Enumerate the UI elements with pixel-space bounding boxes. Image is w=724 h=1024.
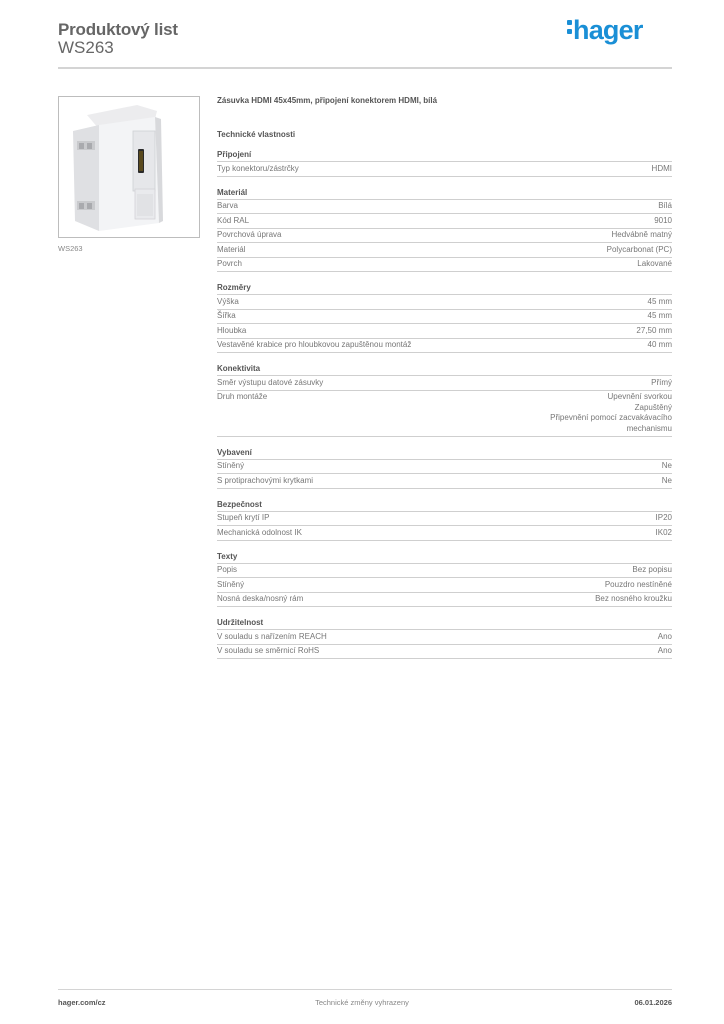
spec-label: Stíněný	[217, 461, 245, 470]
spec-row	[217, 200, 672, 215]
spec-label: Vestavěné krabice pro hloubkovou zapuštěnou montáž	[217, 340, 412, 349]
spec-value	[658, 201, 672, 212]
spec-value	[662, 461, 672, 472]
spec-value	[652, 164, 672, 175]
spec-label: Druh montáže	[217, 392, 268, 401]
spec-value-line: Bez nosného kroužku	[595, 594, 672, 603]
spec-row	[217, 162, 672, 177]
spec-value	[550, 392, 672, 434]
spec-value-line: IK02	[655, 527, 672, 537]
spec-value-line: Hedvábně matný	[611, 230, 672, 239]
spec-row	[217, 526, 672, 541]
hdmi-socket-illustration	[59, 97, 199, 237]
spec-value-line: mechanismu	[626, 423, 672, 433]
spec-value	[656, 528, 672, 539]
spec-section	[217, 281, 672, 353]
spec-section	[217, 446, 672, 489]
spec-value-line: HDMI	[651, 163, 672, 173]
spec-value	[607, 245, 672, 256]
spec-label: Hloubka	[217, 325, 247, 335]
spec-value-line: 9010	[654, 215, 672, 225]
spec-row	[217, 474, 672, 489]
spec-section	[217, 186, 672, 273]
spec-section	[217, 148, 672, 177]
spec-value	[651, 378, 672, 389]
spec-row	[217, 295, 672, 310]
spec-value	[612, 230, 672, 241]
spec-label: V souladu s nařízením REACH	[217, 631, 327, 641]
footer-date: 06.01.2026	[634, 998, 672, 1007]
spec-value-line: Bílá	[658, 201, 672, 210]
spec-row	[217, 645, 672, 660]
spec-row	[217, 376, 672, 391]
hager-logo	[567, 15, 643, 46]
spec-label: Výška	[217, 296, 239, 306]
spec-label: Šířka	[217, 311, 236, 320]
spec-value	[632, 565, 672, 576]
spec-row	[217, 391, 672, 437]
spec-value-line: Upevnění svorkou	[607, 392, 672, 401]
spec-label: Popis	[217, 565, 238, 574]
spec-value-line: Pouzdro nestíněné	[604, 579, 672, 589]
footer-divider	[58, 989, 672, 990]
spec-value-line: IP20	[655, 513, 672, 522]
spec-value	[605, 580, 672, 591]
spec-value	[658, 632, 672, 643]
spec-row	[217, 564, 672, 579]
spec-row	[217, 229, 672, 244]
spec-row	[217, 578, 672, 593]
spec-value-line: 45 mm	[647, 296, 672, 306]
product-details	[217, 94, 672, 668]
spec-label: Stíněný	[217, 579, 245, 589]
logo-text: hager	[573, 15, 643, 45]
spec-label: S protiprachovými krytkami	[217, 475, 314, 485]
header-divider	[58, 67, 672, 69]
section-title: Rozměry	[217, 281, 672, 295]
spec-value-line: Připevnění pomocí zacvakávacího	[550, 413, 672, 422]
page-title: Produktový list	[58, 20, 178, 39]
spec-row	[217, 258, 672, 273]
product-code: WS263	[58, 38, 114, 57]
spec-value-line: Bez popisu	[632, 565, 672, 574]
section-title: Připojení	[217, 148, 672, 162]
section-title: Texty	[217, 550, 672, 564]
spec-label: Směr výstupu datové zásuvky	[217, 377, 324, 387]
spec-label: Stupeň krytí IP	[217, 513, 270, 522]
spec-label: Povrchová úprava	[217, 230, 282, 239]
section-title: Konektivita	[217, 362, 672, 376]
spec-row	[217, 460, 672, 475]
footer-website-link[interactable]: hager.com/cz	[58, 998, 106, 1007]
spec-label: V souladu se směrnicí RoHS	[217, 646, 320, 655]
spec-label: Kód RAL	[217, 215, 250, 225]
logo-colon-icon	[567, 16, 573, 38]
spec-section	[217, 616, 672, 659]
spec-row	[217, 593, 672, 608]
spec-value-line: Ne	[661, 461, 672, 470]
spec-row	[217, 324, 672, 339]
spec-label: Materiál	[217, 244, 246, 254]
spec-section	[217, 498, 672, 541]
spec-value	[595, 594, 672, 605]
spec-row	[217, 630, 672, 645]
section-title: Vybavení	[217, 446, 672, 460]
spec-value-line: Polycarbonat (PC)	[606, 244, 672, 254]
spec-value	[654, 216, 672, 227]
image-caption: WS263	[58, 244, 83, 253]
spec-value	[648, 297, 672, 308]
section-title: Bezpečnost	[217, 498, 672, 512]
spec-value	[648, 311, 672, 322]
spec-value	[636, 326, 672, 337]
spec-value-line: Ano	[657, 631, 672, 641]
spec-label: Barva	[217, 201, 238, 210]
spec-value-line: Lakované	[637, 259, 672, 268]
product-name: Zásuvka HDMI 45x45mm, připojení konektorem HDMI, bílá	[217, 96, 438, 105]
spec-row	[217, 512, 672, 527]
spec-value	[648, 340, 672, 351]
spec-sections	[217, 148, 672, 659]
spec-section	[217, 362, 672, 437]
spec-value-line: Ne	[661, 475, 672, 485]
spec-label: Nosná deska/nosný rám	[217, 594, 304, 603]
spec-value	[658, 646, 672, 657]
spec-row	[217, 339, 672, 354]
spec-label: Typ konektoru/zástrčky	[217, 163, 299, 173]
spec-value-line: 27,50 mm	[636, 325, 672, 335]
spec-label: Povrch	[217, 259, 242, 268]
spec-value-line: 40 mm	[647, 340, 672, 349]
spec-value	[637, 259, 672, 270]
spec-row	[217, 310, 672, 325]
spec-label: Mechanická odolnost IK	[217, 527, 302, 537]
section-title: Materiál	[217, 186, 672, 200]
footer-disclaimer: Technické změny vyhrazeny	[315, 998, 409, 1007]
spec-row	[217, 243, 672, 258]
spec-row	[217, 214, 672, 229]
spec-section	[217, 550, 672, 608]
product-image	[58, 96, 200, 238]
spec-value-line: 45 mm	[647, 311, 672, 320]
section-title: Udržitelnost	[217, 616, 672, 630]
spec-value-line: Ano	[657, 646, 672, 655]
spec-value-line: Přímý	[651, 377, 672, 387]
spec-value	[662, 476, 672, 487]
spec-value-line: Zapuštěný	[634, 402, 672, 412]
spec-value	[656, 513, 672, 524]
technical-properties-title: Technické vlastnosti	[217, 130, 296, 139]
